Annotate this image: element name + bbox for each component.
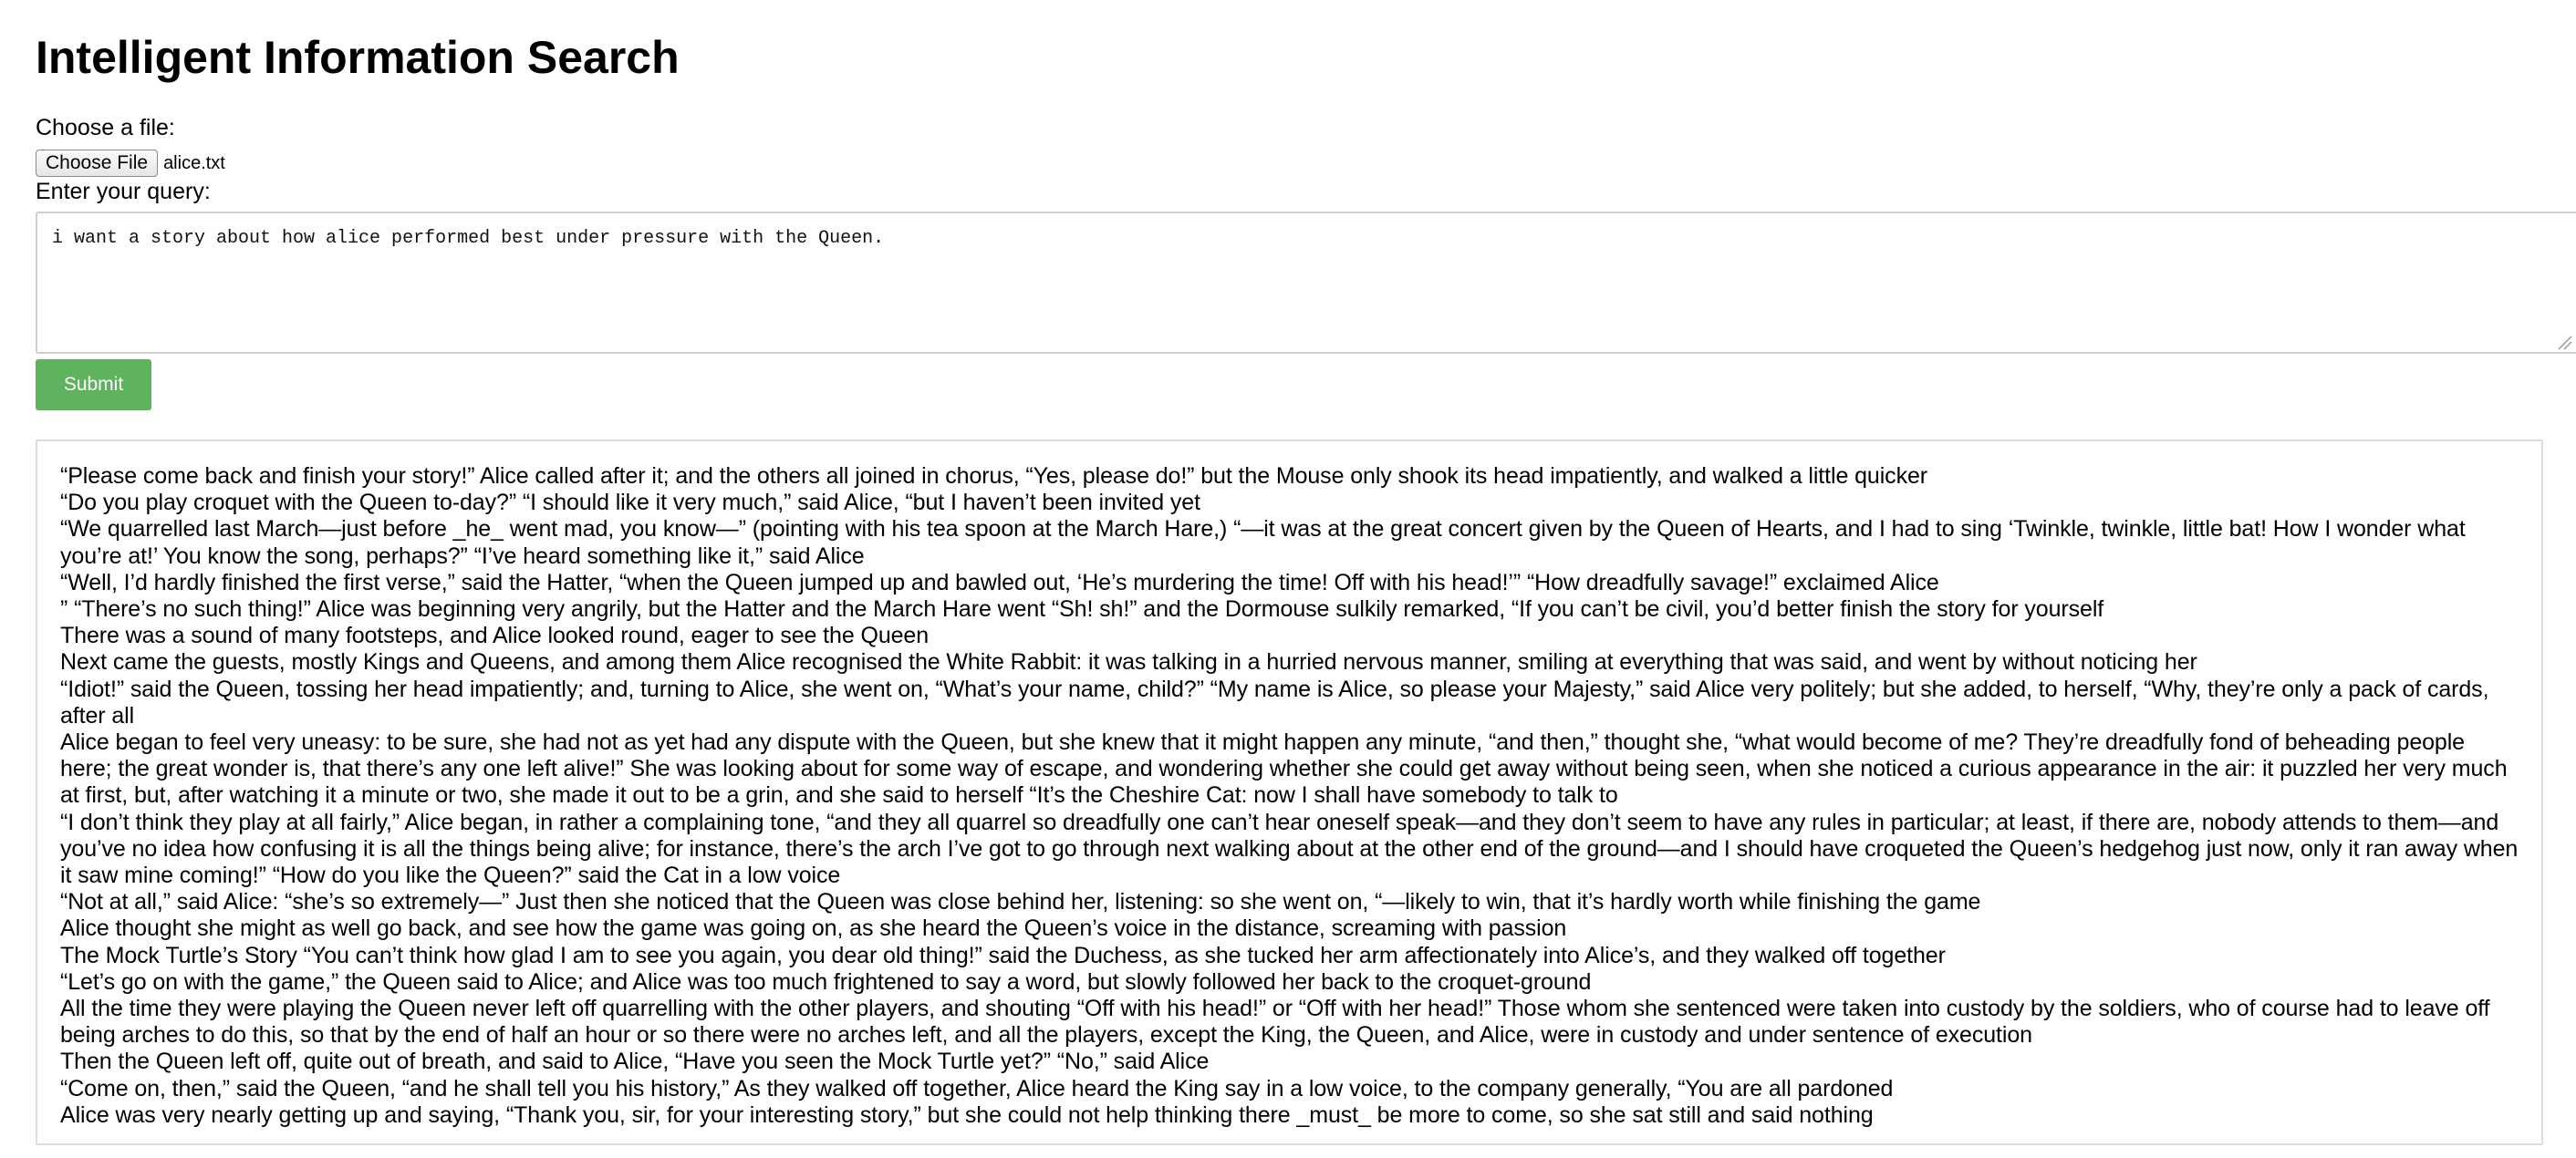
result-line: “Come on, then,” said the Queen, “and he shall tell you his history,” As they walked off together, Alice heard the King say in a low voice, to the company generally, “You are all pardoned (60, 1075, 1894, 1101)
file-picker[interactable] (36, 149, 225, 178)
query-label: Enter your query: (36, 179, 211, 204)
selected-file-name: alice.txt (163, 153, 225, 173)
result-line: “I don’t think they play at all fairly,” Alice began, in rather a complaining tone, “and they all quarrel so dreadfully one can’t hear oneself speak—and they don’t seem to have any rules in particular; at least, if there are, nobody attends to them—and you’ve no idea how confusing it is all the things being alive; for instance, there’s the arch I’ve got to go through next walking about at the other end of the ground—and I should have croqueted the Queen’s hedgehog just now, only it ran away when it saw mine coming!” “How do you like the Queen?” said the Cat in a low voice (60, 809, 2519, 889)
query-input[interactable] (36, 212, 2576, 354)
result-line: “Well, I’d hardly finished the first verse,” said the Hatter, “when the Queen jumped up and bawled out, ‘He’s murdering the time! Off with his head!’” “How dreadfully savage!” exclaimed Alice (60, 569, 1939, 595)
submit-button[interactable]: Submit (36, 359, 151, 410)
result-line: The Mock Turtle’s Story “You can’t think how glad I am to see you again, you dear old thing!” said the Duchess, as she tucked her arm affectionately into Alice’s, and they walked off together (60, 942, 1946, 968)
result-line: “We quarrelled last March—just before _he_ went mad, you know—” (pointing with his tea spoon at the March Hare,) “—it was at the great concert given by the Queen of Hearts, and I had to sing ‘Twinkle, twinkle, little bat! How I wonder what you’re at!’ You know the song, perhaps?” “I’ve heard something like it,” said Alice (60, 516, 2466, 569)
choose-file-button[interactable]: Choose File (36, 150, 158, 177)
result-line: Next came the guests, mostly Kings and Queens, and among them Alice recognised the White Rabbit: it was talking in a hurried nervous manner, smiling at everything that was said, and went by without noticing her (60, 649, 2197, 676)
result-line: Alice began to feel very uneasy: to be sure, she had not as yet had any dispute with the Queen, but she knew that it might happen any minute, “and then,” thought she, “what would become of me? They’re dreadfully fond of beheading people here; the great wonder is, that there’s any one left alive!” She was looking about for some way of escape, and wondering whether she could get away without being seen, when she noticed a curious appearance in the air: it puzzled her very much at first, but, after watching it a minute or two, she made it out to be a grin, and she said to herself “It’s the Cheshire Cat: now I shall have somebody to talk to (60, 729, 2508, 809)
result-line: There was a sound of many footsteps, and Alice looked round, eager to see the Queen (60, 623, 930, 649)
result-line: Then the Queen left off, quite out of breath, and said to Alice, “Have you seen the Mock Turtle yet?” “No,” said Alice (60, 1049, 1210, 1075)
result-line: “Do you play croquet with the Queen to-day?” “I should like it very much,” said Alice, “but I haven’t been invited yet (60, 490, 1200, 516)
page-title: Intelligent Information Search (36, 32, 680, 83)
result-line: “Let’s go on with the game,” the Queen said to Alice; and Alice was too much frightened to say a word, but slowly followed her back to the croquet-ground (60, 968, 1592, 995)
result-line: All the time they were playing the Queen never left off quarrelling with the other players, and shouting “Off with his head!” or “Off with her head!” Those whom she sentenced were taken into custody by the soldiers, who of course had to leave off being arches to do this, so that by the end of half an hour or so there were no arches left, and all the players, except the King, the Queen, and Alice, were in custody and under sentence of execution (60, 996, 2490, 1049)
file-label: Choose a file: (36, 115, 175, 140)
result-line: “Idiot!” said the Queen, tossing her head impatiently; and, turning to Alice, she went on, “What’s your name, child?” “My name is Alice, so please your Majesty,” said Alice very politely; but she added, to herself, “Why, they’re only a pack of cards, after all (60, 676, 2489, 729)
result-line: “Not at all,” said Alice: “she’s so extremely—” Just then she noticed that the Queen was close behind her, listening: so she went on, “—likely to win, that it’s hardly worth while finishing the game (60, 889, 1981, 915)
result-line: ” “There’s no such thing!” Alice was beginning very angrily, but the Hatter and the March Hare went “Sh! sh!” and the Dormouse sulkily remarked, “If you can’t be civil, you’d better finish the story for yourself (60, 596, 2104, 623)
results-panel (36, 439, 2543, 1145)
result-line: Alice was very nearly getting up and saying, “Thank you, sir, for your interesting story,” but she could not help thinking there _must_ be more to come, so she sat still and said nothing (60, 1101, 1874, 1128)
result-line: Alice thought she might as well go back, and see how the game was going on, as she heard the Queen’s voice in the distance, screaming with passion (60, 915, 1567, 942)
result-line: “Please come back and finish your story!” Alice called after it; and the others all joined in chorus, “Yes, please do!” but the Mouse only shook its head impatiently, and walked a little quicker (60, 463, 1927, 489)
resize-grip-icon[interactable] (2556, 334, 2572, 350)
